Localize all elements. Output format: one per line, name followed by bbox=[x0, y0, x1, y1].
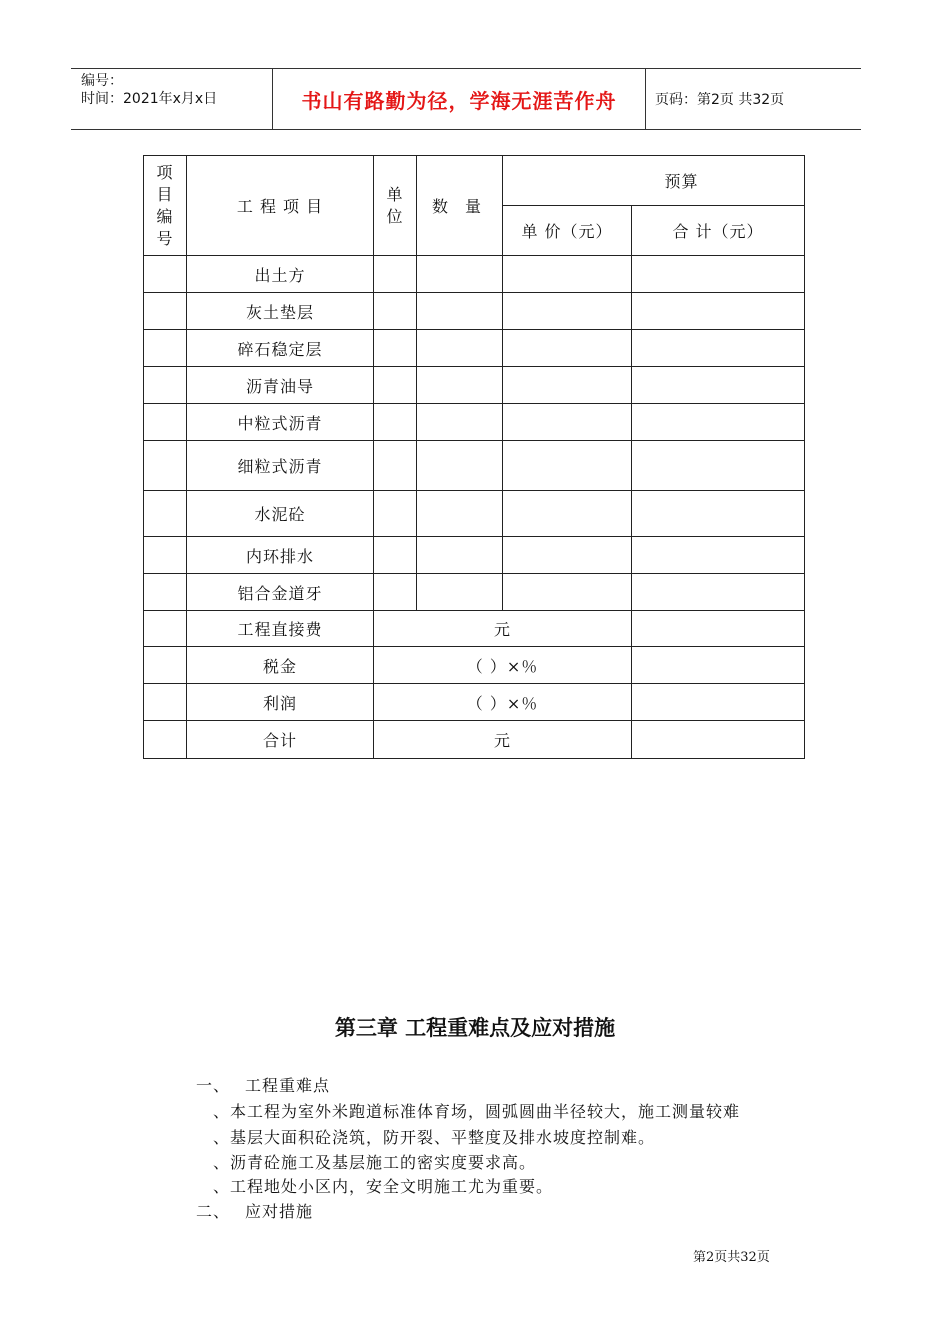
header-right-cell bbox=[646, 69, 861, 129]
header-unit: 单 位 bbox=[374, 156, 417, 256]
header-budget: 预算 bbox=[503, 156, 805, 206]
summary-name: 税金 bbox=[187, 647, 374, 684]
list-item: 、基层大面积砼浇筑，防开裂、平整度及排水坡度控制难。 bbox=[213, 1128, 656, 1147]
summary-name: 合计 bbox=[187, 721, 374, 759]
summary-row bbox=[144, 647, 805, 684]
table-row bbox=[144, 404, 805, 441]
row-name: 灰土垫层 bbox=[187, 293, 374, 330]
table-row bbox=[144, 256, 805, 293]
budget-table bbox=[143, 155, 805, 759]
table-row bbox=[144, 574, 805, 611]
summary-value: 元 bbox=[374, 721, 632, 759]
table-row bbox=[144, 330, 805, 367]
summary-value: 元 bbox=[374, 611, 632, 647]
row-name: 沥青油导 bbox=[187, 367, 374, 404]
header-item-number: 项 目 编 号 bbox=[144, 156, 187, 256]
table-row bbox=[144, 537, 805, 574]
row-name: 出土方 bbox=[187, 256, 374, 293]
header-project-item: 工 程 项 目 bbox=[187, 156, 374, 256]
table-row bbox=[144, 441, 805, 491]
summary-name: 工程直接费 bbox=[187, 611, 374, 647]
table-row bbox=[144, 491, 805, 537]
header-unit-price: 单 价（元） bbox=[503, 206, 632, 256]
section-title: 应对措施 bbox=[245, 1202, 314, 1221]
summary-row bbox=[144, 611, 805, 647]
row-name: 中粒式沥青 bbox=[187, 404, 374, 441]
table-row bbox=[144, 293, 805, 330]
summary-row bbox=[144, 684, 805, 721]
chapter-title: 第三章 工程重难点及应对措施 bbox=[334, 1016, 616, 1040]
header-left-cell bbox=[71, 69, 273, 129]
list-item: 、本工程为室外米跑道标准体育场，圆弧圆曲半径较大，施工测量较难 bbox=[213, 1102, 741, 1121]
page-header bbox=[71, 68, 861, 130]
summary-value: （ ）×％ bbox=[374, 684, 632, 721]
page-footer: 第2页共32页 bbox=[693, 1250, 770, 1265]
list-item: 、工程地处小区内，安全文明施工尤为重要。 bbox=[213, 1177, 554, 1196]
row-name: 铝合金道牙 bbox=[187, 574, 374, 611]
summary-row bbox=[144, 721, 805, 759]
row-name: 内环排水 bbox=[187, 537, 374, 574]
time-label: 时间：2021年x月x日 bbox=[81, 91, 218, 107]
list-item: 、沥青砼施工及基层施工的密实度要求高。 bbox=[213, 1153, 537, 1172]
row-name: 细粒式沥青 bbox=[187, 441, 374, 491]
section-title: 工程重难点 bbox=[245, 1076, 331, 1095]
summary-name: 利润 bbox=[187, 684, 374, 721]
row-name: 碎石稳定层 bbox=[187, 330, 374, 367]
motto-text: 书山有路勤为径，学海无涯苦作舟 bbox=[301, 89, 617, 113]
header-total: 合 计（元） bbox=[632, 206, 805, 256]
header-motto-cell bbox=[273, 69, 646, 129]
header-quantity: 数 量 bbox=[417, 156, 503, 256]
section-number: 一、 bbox=[196, 1076, 231, 1095]
summary-value: （ ）×％ bbox=[374, 647, 632, 684]
section-number: 二、 bbox=[196, 1202, 231, 1221]
number-label: 编号： bbox=[81, 73, 123, 89]
table-row bbox=[144, 367, 805, 404]
page-info: 页码：第2页 共32页 bbox=[655, 92, 785, 108]
row-name: 水泥砼 bbox=[187, 491, 374, 537]
